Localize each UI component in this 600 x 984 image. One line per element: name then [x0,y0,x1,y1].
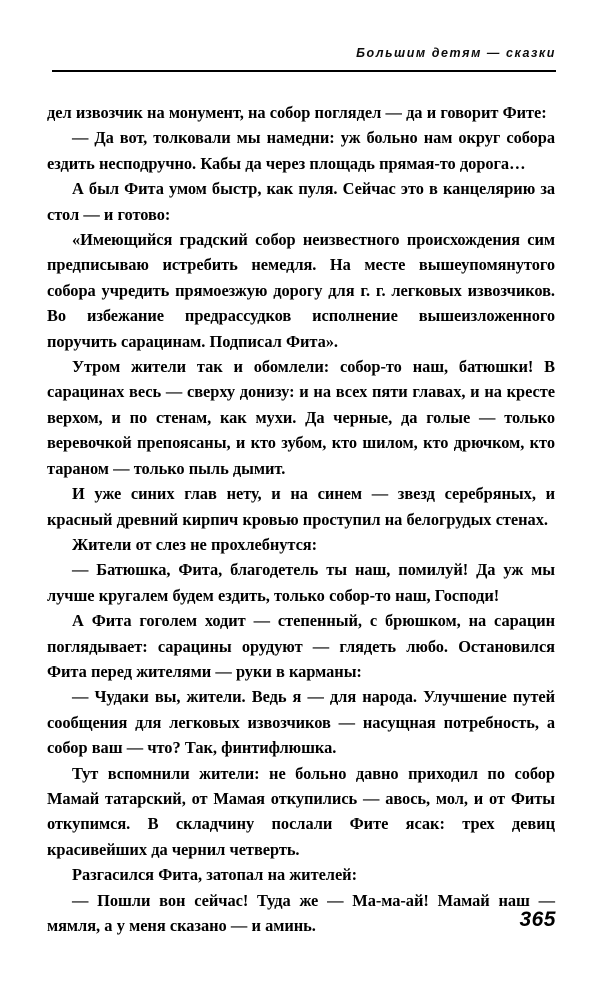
page-number: 365 [519,908,556,931]
paragraph: — Пошли вон сейчас! Туда же — Ма-ма-ай! Мамай наш — мямля, а у меня сказано — и аминь. [47,890,555,935]
paragraph: А был Фита умом быстр, как пуля. Сейчас это в канцелярию за стол — и готово: [47,179,555,224]
paragraph: Тут вспомнили жители: не больно давно приходил по собор Мамай татарский, от Мамая откупились — авось, мол, и от Фиты откупимся. В складчину послали Фите ясак: трех девиц красивейших да чернил четверть. [47,763,555,859]
paragraph: «Имеющийся градский собор неизвестного происхождения сим предписываю истребить немедля. На месте вышеупомянутого собора учредить прямоезжую дорогу для г. г. легковых извозчиков. Во избежание предрассудков исполнение вышеизложенного поручить сарацинам. Подписал Фита». [47,230,555,351]
header-rule [52,70,556,72]
paragraph: — Чудаки вы, жители. Ведь я — для народа. Улучшение путей сообщения для легковых извозчиков — насущная потребность, а собор ваш — что? Так, финтифлюшка. [47,687,555,758]
paragraph: Жители от слез не прохлебнутся: [72,534,318,554]
paragraph: Утром жители так и обомлели: собор-то наш, батюшки! В сарацинах весь — сверху донизу: и на всех пяти главах, и на кресте верхом, и по стенам, как мухи. Да черные, да голые — только веревочкой препоясаны, и кто зубом, кто шилом, кто дрючком, кто тараном — только пыль дымит. [47,357,555,478]
running-head-title: Большим детям — сказки [356,46,556,60]
page-folio [0,908,556,932]
paragraph: А Фита гоголем ходит — степенный, с брюшком, на сарацин поглядывает: сарацины орудуют — глядеть любо. Остановился Фита перед жителями — руки в карманы: [47,611,555,681]
running-head [52,46,556,72]
paragraph: — Да вот, толковали мы намедни: уж больно нам округ собора ездить несподручно. Кабы да через площадь прямая-то дорога… [47,128,555,173]
paragraph: Разгасился Фита, затопал на жителей: [72,865,357,885]
paragraph: — Батюшка, Фита, благодетель ты наш, помилуй! Да уж мы лучше кругалем будем ездить, только собор-то наш, Господи! [47,560,555,605]
paragraph: И уже синих глав нету, и на синем — звезд серебряных, и красный древний кирпич кровью проступил на белогрудых стенах. [47,484,555,529]
body-text-column [47,100,555,938]
paragraph: дел извозчик на монумент, на собор поглядел — да и говорит Фите: [47,103,547,122]
